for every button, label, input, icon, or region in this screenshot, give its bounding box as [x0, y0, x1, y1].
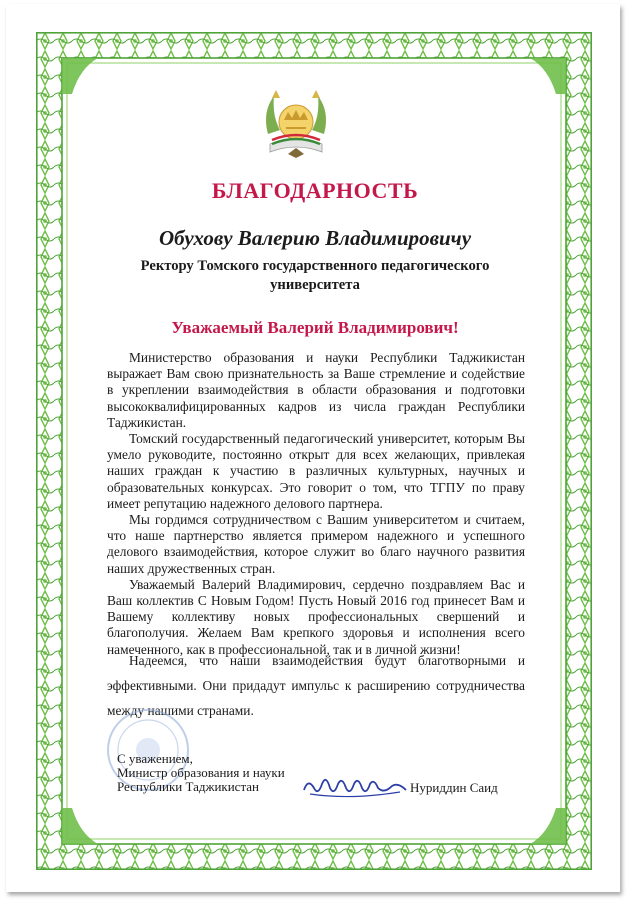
letter-body: [107, 350, 525, 658]
closing-text: Надеемся, что наши взаимодействия будут благотворными и эффективными. Они придадут импульс к расширению сотрудничества между нашими странами.: [107, 653, 525, 718]
addressee-position: Ректору Томского государственного педагогического университета: [140, 258, 490, 293]
sign-line: Министр образования и науки: [117, 765, 285, 780]
paragraph: Мы гордимся сотрудничеством с Вашим университетом и считаем, что наше партнерство является примером надежного и успешного делового взаимодействия, которое служит во благо научного развития наших дружественных стран.: [107, 512, 525, 576]
document-title: БЛАГОДАРНОСТЬ: [211, 178, 419, 203]
state-emblem-icon: [258, 82, 334, 162]
sign-line: Республики Таджикистан: [117, 779, 260, 794]
signature-block: [117, 752, 285, 794]
handwritten-signature-icon: [300, 770, 410, 802]
paragraph: Министерство образования и науки Республики Таджикистан выражает Вам свою признательность за Ваше стремление и содействие в укреплении взаимодействия в области образования и подготовки высококвалифицированных кадров из числа граждан Республики Таджикистан.: [107, 350, 525, 430]
sign-line: С уважением,: [117, 751, 193, 766]
paragraph: Уважаемый Валерий Владимирович, сердечно поздравляем Вас и Ваш коллектив С Новым Годом! Пусть Новый 2016 год принесет Вам и Вашему коллективу новых профессиональных свершений и благополучия. Желаем Вам крепкого здоровья и исполнения всего намеченного, как в профессиональной, так и в личной жизни!: [107, 576, 525, 657]
signer-name: Нуриддин Саид: [410, 780, 498, 795]
greeting: Уважаемый Валерий Владимирович!: [171, 318, 459, 337]
addressee-name: Обухову Валерию Владимировичу: [158, 226, 472, 250]
paragraph: Томский государственный педагогический университет, которым Вы умело руководите, постоянно открыт для всех желающих, привлекая наших граждан к участию в различных культурных, научных и образовательных конкурсах. Это говорит о том, что ТГПУ по праву имеет репутацию надежного делового партнера.: [107, 431, 525, 511]
